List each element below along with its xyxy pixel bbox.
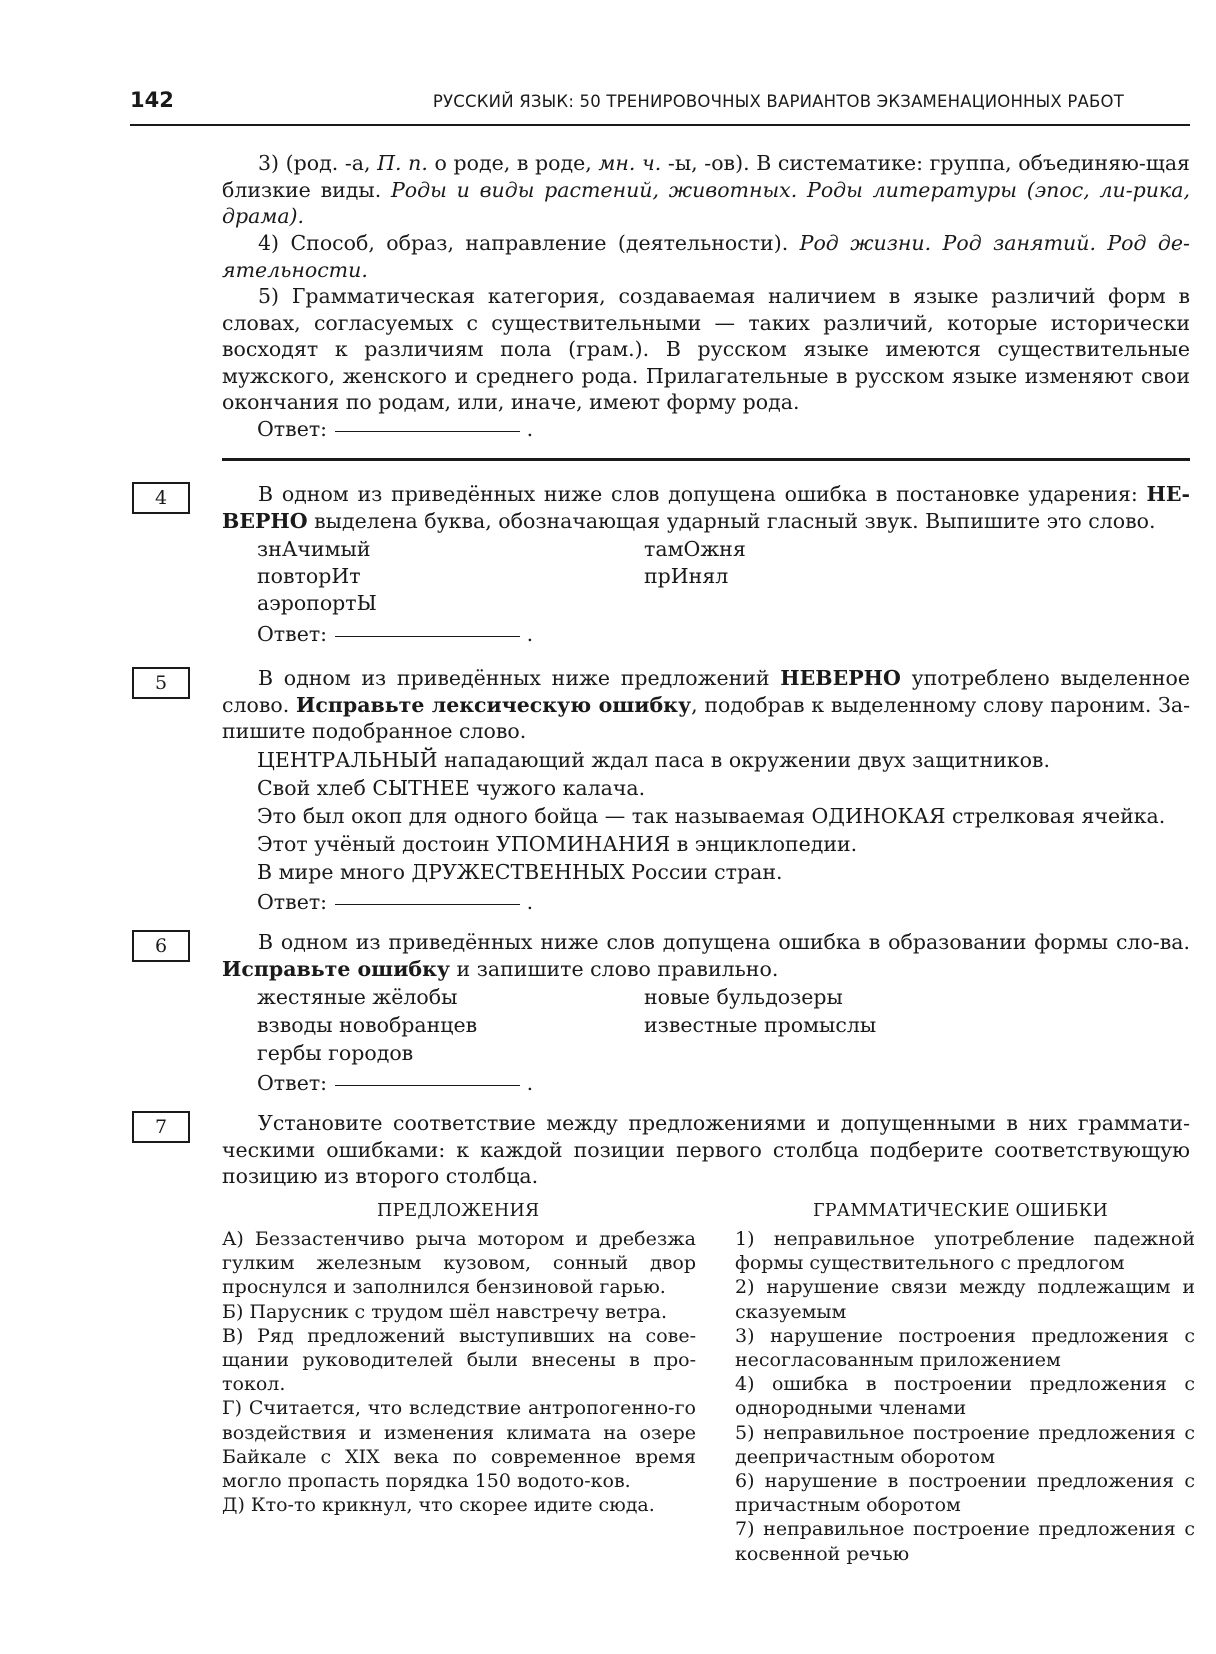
task7-error: 4) ошибка в построении предложения с однородными членами xyxy=(735,1373,1195,1420)
task6-word: известные промыслы xyxy=(644,1013,877,1037)
task-number-5: 5 xyxy=(132,667,190,699)
task6-intro: В одном из приведённых ниже слов допущена ошибка в образовании формы сло-ва. Исправьте ошибку и запишите слово правильно. xyxy=(222,930,1190,981)
answer-line-top[interactable]: Ответ: . xyxy=(257,417,534,441)
task5-sentence: Это был окоп для одного бойца — так называемая ОДИНОКАЯ стрелковая ячейка. xyxy=(257,804,1166,828)
task5-answer-line[interactable]: Ответ: . xyxy=(257,890,534,914)
task4-word: тамОжня xyxy=(644,537,746,561)
task7-error: 3) нарушение построения предложения с несогласованным приложением xyxy=(735,1324,1195,1372)
section-rule xyxy=(222,458,1190,461)
task5-sentence: В мире много ДРУЖЕСТВЕННЫХ России стран. xyxy=(257,860,783,884)
task4-word: знАчимый xyxy=(257,537,371,561)
task6-word: новые бульдозеры xyxy=(644,985,843,1009)
task5-sentence: Свой хлеб СЫТНЕЕ чужого калача. xyxy=(257,776,646,800)
task7-sentence: Г) Считается, что вследствие антропогенно-го воздействия и изменения климата на озере Байкале с XIX века по современное время могло пропасть порядка 150 водото-ков. xyxy=(222,1397,696,1493)
task7-error: 5) неправильное построение предложения с деепричастным оборотом xyxy=(735,1421,1195,1468)
task4-word: аэропортЫ xyxy=(257,591,377,615)
task5-sentence: Этот учёный достоин УПОМИНАНИЯ в энциклопедии. xyxy=(257,832,858,856)
task6-answer-line[interactable]: Ответ: . xyxy=(257,1071,534,1095)
task7-sentence: Б) Парусник с трудом шёл навстречу ветра. xyxy=(222,1300,668,1323)
task7-sentence: В) Ряд предложений выступивших на сове-щании руководителей были внесены в про-токол. xyxy=(222,1324,696,1396)
column-header-errors: ГРАММАТИЧЕСКИЕ ОШИБКИ xyxy=(813,1201,1108,1221)
task-number-4: 4 xyxy=(132,482,190,514)
task7-sentence: А) Беззастенчиво рыча мотором и дребезжа гулким железным кузовом, сонный двор проснулся и заполнился бензиновой гарью. xyxy=(222,1228,696,1299)
definition-3: 3) (род. -а, П. п. о роде, в роде, мн. ч. -ы, -ов). В систематике: группа, объединяю-щая близкие виды. Роды и виды растений, животных. Роды литературы (эпос, ли-рика, драма). xyxy=(222,151,1190,228)
task7-error: 2) нарушение связи между подлежащим и сказуемым xyxy=(735,1276,1195,1323)
task5-intro: В одном из приведённых ниже предложений НЕВЕРНО употреблено выделенное слово. Исправьте лексическую ошибку, подобрав к выделенному слову пароним. За-пишите подобранное слово. xyxy=(222,666,1191,743)
task5-sentence: ЦЕНТРАЛЬНЫЙ нападающий ждал паса в окружении двух защитников. xyxy=(257,748,1050,772)
task7-error: 6) нарушение в построении предложения с причастным оборотом xyxy=(735,1470,1195,1517)
task4-answer-line[interactable]: Ответ: . xyxy=(257,622,534,646)
task7-errors-column xyxy=(735,1227,1195,1566)
task4-intro: В одном из приведённых ниже слов допущена ошибка в постановке ударения: НЕ-ВЕРНО выделена буква, обозначающая ударный гласный звук. Выпишите это слово. xyxy=(222,482,1190,533)
definition-4: 4) Способ, образ, направление (деятельности). Род жизни. Род занятий. Род де-ятельности. xyxy=(222,231,1190,282)
page-number: 142 xyxy=(130,88,174,112)
column-header-sentences: ПРЕДЛОЖЕНИЯ xyxy=(377,1201,540,1221)
task-number-6: 6 xyxy=(132,930,190,962)
task6-word: взводы новобранцев xyxy=(257,1013,478,1037)
definition-5: 5) Грамматическая категория, создаваемая наличием в языке различий форм в словах, согласуемых с существительными — таких различий, которые исторически восходят к различиям пола (грам.). В русском языке имеются существительные мужского, женского и среднего рода. Прилагательные в русском языке изменяют свои окончания по родам, или, иначе, имеют форму рода. xyxy=(222,284,1190,414)
task6-word: гербы городов xyxy=(257,1041,414,1065)
task-number-7: 7 xyxy=(132,1111,190,1143)
task7-intro: Установите соответствие между предложениями и допущенными в них граммати-ческими ошибками: к каждой позиции первого столбца подберите соответствующую позицию из второго столбца. xyxy=(222,1111,1190,1188)
header-rule xyxy=(130,124,1190,126)
task7-sentence: Д) Кто-то крикнул, что скорее идите сюда. xyxy=(222,1494,655,1517)
task4-word: повторИт xyxy=(257,564,361,588)
task6-word: жестяные жёлобы xyxy=(257,985,458,1009)
task7-error: 7) неправильное построение предложения с косвенной речью xyxy=(735,1518,1195,1565)
running-title: РУССКИЙ ЯЗЫК: 50 ТРЕНИРОВОЧНЫХ ВАРИАНТОВ ЭКЗАМЕНАЦИОННЫХ РАБОТ xyxy=(432,92,1124,111)
task4-word: прИнял xyxy=(644,564,729,588)
task7-error: 1) неправильное употребление падежной формы существительного с предлогом xyxy=(735,1228,1195,1275)
task7-sentences-column xyxy=(222,1227,696,1517)
